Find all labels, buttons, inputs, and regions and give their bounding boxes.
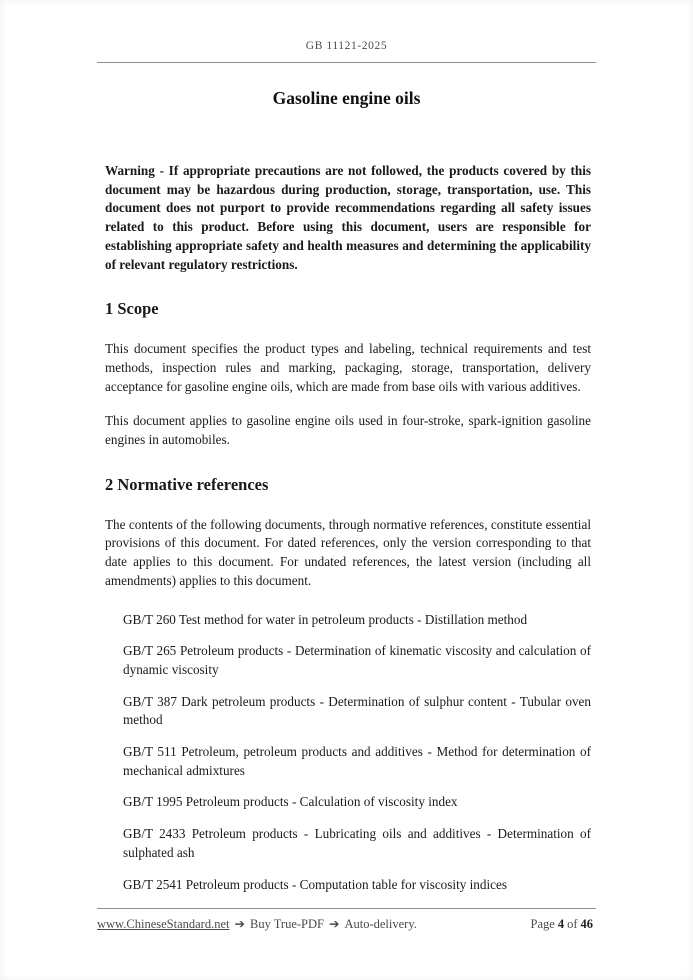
footer-left [97,916,417,932]
footer-page-indicator [531,917,596,932]
document-body [105,162,591,907]
reference-item: GB/T 265 Petroleum products - Determination of kinematic viscosity and calculation of dynamic viscosity [123,643,591,677]
footer-page-word: Page [530,917,555,931]
references-list [105,611,591,895]
warning-paragraph: Warning - If appropriate precautions are not followed, the products covered by this document may be hazardous during production, storage, transportation, use. This document does not purport to provide recommendations regarding all safety issues related to this product. Before using this document, users are responsible for establishing appropriate safety and health measures and determining the applicability of relevant regulatory restrictions. [105,163,591,272]
reference-item: GB/T 2433 Petroleum products - Lubricating oils and additives - Determination of sulphated ash [123,826,591,860]
scope-paragraph-1: This document specifies the product types and labeling, technical requirements and test methods, inspection rules and marking, packaging, storage, transportation, delivery acceptance for gasoline engine oils, which are made from base oils with various additives. [105,341,591,394]
reference-item: GB/T 1995 Petroleum products - Calculation of viscosity index [123,794,458,810]
footer-page-current: 4 [557,917,565,931]
scope-paragraph-2: This document applies to gasoline engine oils used in four-stroke, spark-ignition gasoline engines in automobiles. [105,413,591,448]
footer-buy-label: Buy True-PDF [249,917,324,931]
normative-paragraph-1: The contents of the following documents, through normative references, constitute essential provisions of this document. For dated references, only the version corresponding to that date applies to this document. For undated references, the latest version (including all amendments) applies to this document. [105,516,591,588]
reference-item: GB/T 2541 Petroleum products - Computation table for viscosity indices [123,876,507,892]
footer-delivery-label: Auto-delivery. [344,917,417,931]
footer [97,916,596,932]
footer-site-link[interactable]: www.ChineseStandard.net [97,917,230,931]
reference-item: GB/T 387 Dark petroleum products - Determination of sulphur content - Tubular oven method [123,693,591,728]
footer-page-total: 46 [580,917,593,931]
footer-rule [97,908,596,909]
footer-of-word: of [567,917,578,931]
document-title: Gasoline engine oils [272,88,421,108]
header-doc-code: GB 11121-2025 [305,40,388,52]
arrow-icon: ➔ [328,917,340,931]
reference-item: GB/T 511 Petroleum, petroleum products and additives - Method for determination of mechanical admixtures [123,744,591,778]
header-rule [97,62,596,63]
section-heading-normative-references: 2 Normative references [105,474,269,494]
reference-item: GB/T 260 Test method for water in petroleum products - Distillation method [123,611,528,627]
arrow-icon: ➔ [234,917,245,931]
section-heading-scope: 1 Scope [105,299,159,319]
